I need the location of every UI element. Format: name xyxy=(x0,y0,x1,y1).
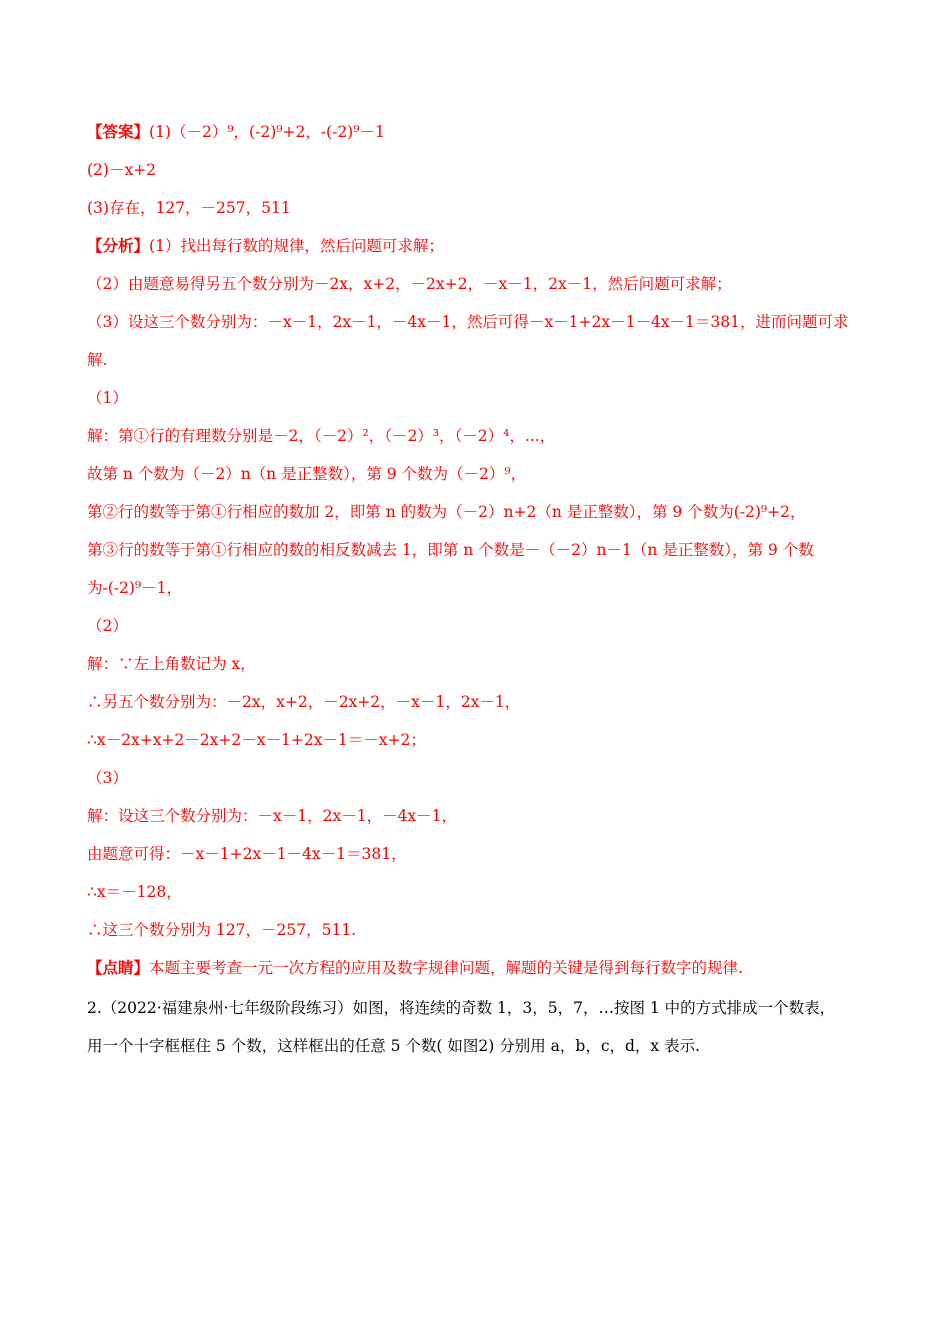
answer-line-2: (2)－x+2 xyxy=(87,161,157,179)
analysis-line-3: （3）设这三个数分别为：－x－1，2x－1，－4x－1，然后可得－x－1+2x－1－4x－1＝381，进而问题可求 xyxy=(87,313,849,331)
part3-number: （3） xyxy=(87,769,128,787)
part2-number: （2） xyxy=(87,617,128,635)
answer-text-1: (1)（－2）⁹，(-2)⁹+2，-(-2)⁹－1 xyxy=(149,123,385,141)
part3-line-4: ∴这三个数分别为 127，－257，511. xyxy=(87,921,357,939)
part2-line-3: ∴x－2x+x+2－2x+2－x－1+2x－1＝－x+2； xyxy=(87,731,426,749)
part1-line-3: 第②行的数等于第①行相应的数加 2，即第 n 的数为（－2）n+2（n 是正整数），第 9 个数为(-2)⁹+2， xyxy=(87,503,806,521)
part2-line-2: ∴另五个数分别为：－2x，x+2，－2x+2，－x－1，2x－1， xyxy=(87,693,521,711)
question2-line-2: 用一个十字框框住 5 个数，这样框出的任意 5 个数( 如图2) 分别用 a，b，c，d，x 表示. xyxy=(87,1037,701,1055)
analysis-text-1: (1）找出每行数的规律，然后问题可求解； xyxy=(149,237,444,255)
part3-line-3: ∴x＝－128， xyxy=(87,883,182,901)
analysis-line-2: （2）由题意易得另五个数分别为－2x，x+2，－2x+2，－x－1，2x－1，然后问题可求解； xyxy=(87,275,732,293)
part1-line-5: 为-(-2)⁹－1， xyxy=(87,579,183,597)
part3-line-1: 解：设这三个数分别为：－x－1，2x－1，－4x－1， xyxy=(87,807,458,825)
answer-line-3: (3)存在，127，－257，511 xyxy=(87,199,291,217)
analysis-tag: 【分析】 xyxy=(87,236,150,255)
comment-tag: 【点睛】 xyxy=(87,958,150,977)
part1-line-4: 第③行的数等于第①行相应的数的相反数减去 1，即第 n 个数是－（－2）n－1（n 是正整数），第 9 个数 xyxy=(87,541,814,559)
analysis-line-4: 解. xyxy=(87,351,108,369)
part3-line-2: 由题意可得：－x－1+2x－1－4x－1＝381， xyxy=(87,845,407,863)
analysis-line-1 xyxy=(87,236,444,256)
comment-line xyxy=(87,958,743,978)
comment-text: 本题主要考查一元一次方程的应用及数字规律问题，解题的关键是得到每行数字的规律. xyxy=(149,959,743,977)
part2-line-1: 解：∵左上角数记为 x， xyxy=(87,655,256,673)
part1-line-1: 解：第①行的有理数分别是－2，（－2）²，（－2）³，（－2）⁴，...， xyxy=(87,427,556,445)
part1-line-2: 故第 n 个数为（－2）n（n 是正整数），第 9 个数为（－2）⁹， xyxy=(87,465,527,483)
answer-tag: 【答案】 xyxy=(87,122,150,141)
part1-number: （1） xyxy=(87,389,128,407)
answer-line-1 xyxy=(87,122,385,142)
question2-line-1: 2.（2022·福建泉州·七年级阶段练习）如图，将连续的奇数 1，3，5，7，…按图 1 中的方式排成一个数表， xyxy=(87,999,836,1017)
